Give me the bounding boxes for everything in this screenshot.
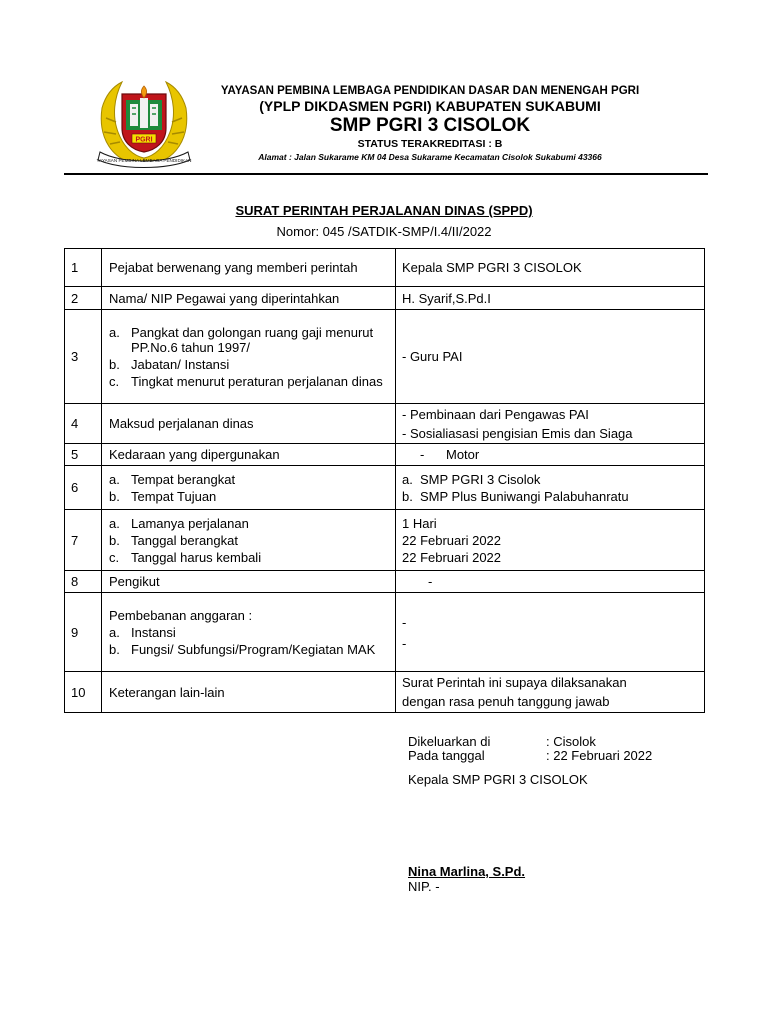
foundation-abbr: (YPLP DIKDASMEN PGRI) KABUPATEN SUKABUMI bbox=[259, 98, 601, 114]
table-row bbox=[65, 249, 705, 287]
row-value: - Motor bbox=[396, 444, 705, 466]
row-number: 7 bbox=[65, 510, 102, 571]
document-number: Nomor: 045 /SATDIK-SMP/I.4/II/2022 bbox=[276, 224, 492, 239]
accreditation-status: STATUS TERAKREDITASI : B bbox=[357, 138, 503, 150]
row-number: 6 bbox=[65, 466, 102, 510]
row-value-line: 1 Hari bbox=[402, 515, 437, 531]
row-value: Kepala SMP PGRI 3 CISOLOK bbox=[396, 249, 705, 287]
list-item: a. Pangkat dan golongan ruang gaji menurut PP.No.6 tahun 1997/ bbox=[109, 324, 374, 355]
signer-name: Nina Marlina, S.Pd. bbox=[408, 864, 526, 879]
table-row bbox=[65, 287, 705, 310]
row-value-line: - Sosialiasasi pengisian Emis dan Siaga bbox=[402, 425, 633, 441]
list-item: b. Tanggal berangkat bbox=[109, 532, 238, 548]
row-label: Nama/ NIP Pegawai yang diperintahkan bbox=[102, 287, 396, 310]
row-number: 9 bbox=[65, 593, 102, 672]
row-label: Pejabat berwenang yang memberi perintah bbox=[109, 260, 358, 275]
list-item: c. Tingkat menurut peraturan perjalanan dinas bbox=[109, 373, 383, 389]
list-item: a. Tempat berangkat bbox=[109, 471, 236, 487]
sppd-table bbox=[64, 248, 705, 713]
table-row bbox=[65, 310, 705, 404]
table-row bbox=[65, 571, 705, 593]
row-value-line: 22 Februari 2022 bbox=[402, 549, 502, 565]
row-value: - Guru PAI bbox=[396, 310, 705, 404]
row-number: 3 bbox=[65, 310, 102, 404]
table-row bbox=[65, 444, 705, 466]
row-number: 1 bbox=[65, 249, 102, 287]
table-row bbox=[65, 672, 705, 713]
row-value-line: - bbox=[402, 636, 407, 651]
list-item: b. Tempat Tujuan bbox=[109, 488, 217, 504]
logo-ribbon-text: YAYASAN PEMBINA LEMBAGA PENDIDIKAN bbox=[96, 158, 192, 163]
row-value-line: - Pembinaan dari Pengawas PAI bbox=[402, 406, 589, 422]
row-number: 4 bbox=[65, 404, 102, 444]
foundation-name: YAYASAN PEMBINA LEMBAGA PENDIDIKAN DASAR DAN MENENGAH PGRI bbox=[220, 85, 640, 97]
row-value-line: - bbox=[402, 615, 407, 630]
list-item: b. Jabatan/ Instansi bbox=[109, 356, 230, 372]
list-item: a. Instansi bbox=[109, 624, 176, 640]
table-row bbox=[65, 466, 705, 510]
row-value: H. Syarif,S.Pd.I bbox=[396, 287, 705, 310]
row-number: 5 bbox=[65, 444, 102, 466]
row-number: 10 bbox=[65, 672, 102, 713]
issued-date: Pada tanggal : 22 Februari 2022 bbox=[408, 748, 653, 763]
row-number: 2 bbox=[65, 287, 102, 310]
row-value-line: Surat Perintah ini supaya dilaksanakan bbox=[402, 675, 627, 690]
row-label: Keterangan lain-lain bbox=[102, 672, 396, 713]
letterhead bbox=[0, 0, 768, 180]
document-title: SURAT PERINTAH PERJALANAN DINAS (SPPD) bbox=[235, 203, 533, 218]
table-row bbox=[65, 404, 705, 444]
signer-nip: NIP. - bbox=[408, 879, 440, 894]
list-item: c. Tanggal harus kembali bbox=[109, 549, 262, 565]
row-number: 8 bbox=[65, 571, 102, 593]
row-label: Pembebanan anggaran : bbox=[109, 607, 253, 623]
row-value: - bbox=[396, 571, 705, 593]
school-name: SMP PGRI 3 CISOLOK bbox=[329, 115, 531, 136]
signer-position: Kepala SMP PGRI 3 CISOLOK bbox=[408, 772, 588, 787]
school-address: Alamat : Jalan Sukarame KM 04 Desa Sukarame Kecamatan Cisolok Sukabumi 43366 bbox=[258, 152, 602, 162]
issued-place: Dikeluarkan di : Cisolok bbox=[408, 734, 596, 749]
pgri-logo-icon bbox=[92, 78, 196, 170]
letterhead-text bbox=[200, 84, 660, 163]
row-label: Pengikut bbox=[102, 571, 396, 593]
logo-text: PGRI bbox=[135, 136, 153, 144]
list-item: a. Lamanya perjalanan bbox=[109, 515, 249, 531]
table-row bbox=[65, 593, 705, 672]
row-value-line: dengan rasa penuh tanggung jawab bbox=[402, 694, 610, 709]
table-row bbox=[65, 510, 705, 571]
row-value-line: 22 Februari 2022 bbox=[402, 532, 502, 548]
header-divider bbox=[64, 173, 708, 175]
list-item: a. SMP PGRI 3 Cisolok bbox=[402, 471, 541, 487]
list-item: b. Fungsi/ Subfungsi/Program/Kegiatan MAK bbox=[109, 641, 376, 657]
row-label: Maksud perjalanan dinas bbox=[102, 404, 396, 444]
list-item: b. SMP Plus Buniwangi Palabuhanratu bbox=[402, 488, 629, 504]
row-label: Kedaraan yang dipergunakan bbox=[102, 444, 396, 466]
